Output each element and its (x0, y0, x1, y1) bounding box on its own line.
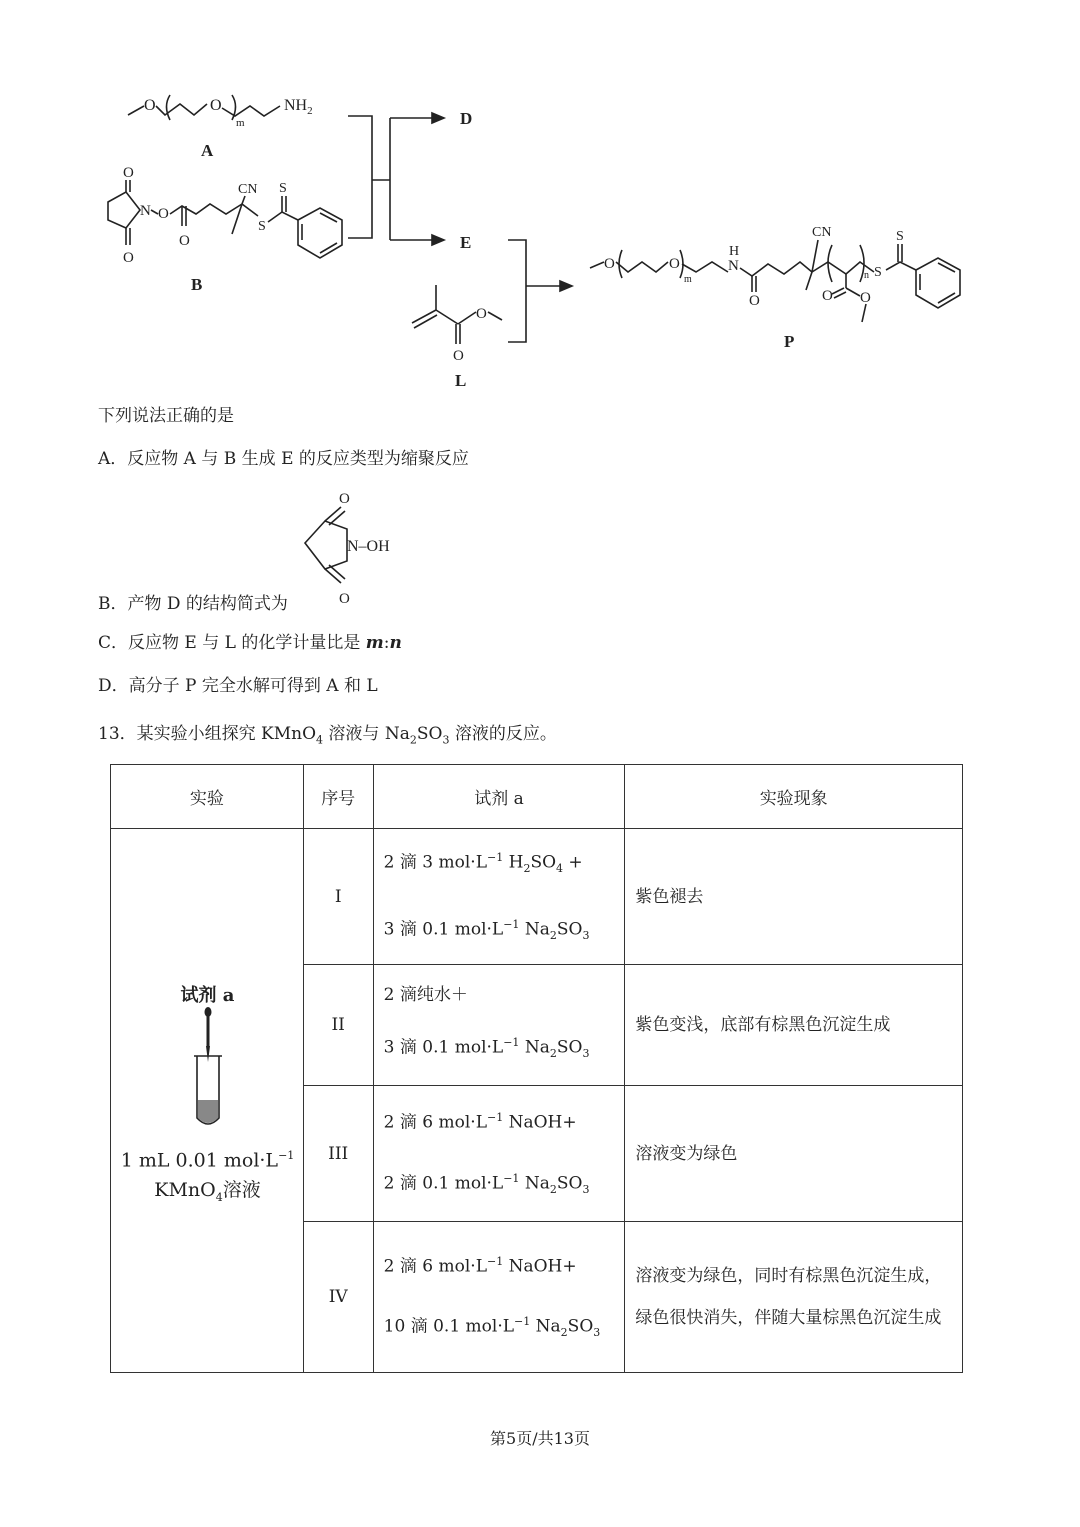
row-id: IV (303, 1222, 373, 1373)
atom-s: S (874, 265, 882, 280)
phenomenon-cell: 溶液变为绿色 (625, 1086, 963, 1222)
label-b: B (191, 275, 203, 294)
test-tube-icon (181, 1006, 241, 1146)
atom-o: O (604, 256, 615, 272)
atom-o: O (476, 306, 487, 322)
option-d: D．高分子 P 完全水解可得到 A 和 L (98, 676, 378, 696)
product-p-structure (590, 225, 960, 322)
page-footer: 第5页/共13页 (490, 1429, 590, 1448)
experiment-table (110, 764, 963, 1373)
compound-l-structure (412, 285, 502, 364)
apparatus-caption-1: 1 mL 0.01 $mol\cdot L^{-1}$ (120, 1148, 295, 1171)
atom-o: O (179, 233, 190, 249)
phenomenon-cell: 溶液变为绿色，同时有棕黑色沉淀生成，绿色很快消失，伴随大量棕黑色沉淀生成 (625, 1222, 963, 1373)
reagent-cell: 2 滴 6 $mol\cdot L^{-1}$ NaOH+ 10 滴 0.1 $mol\cdot L^{-1}$ $Na_2SO_3$ (373, 1222, 625, 1373)
label-p: P (784, 332, 795, 351)
apparatus-caption-2: KMnO$_4$溶液 (154, 1178, 261, 1204)
header-reagent: 试剂 a (373, 765, 625, 829)
phenomenon-cell: 紫色褪去 (625, 829, 963, 965)
reaction-arrows-1 (348, 113, 444, 245)
reagent-cell: 2 滴 6 $mol\cdot L^{-1}$ NaOH+ 2 滴 0.1 $mol\cdot L^{-1}$ $Na_2SO_3$ (373, 1086, 625, 1222)
atom-n: N (728, 258, 739, 274)
atom-o: O (144, 97, 156, 114)
succinimide-oh-structure (295, 485, 435, 605)
header-experiment: 实验 (111, 765, 304, 829)
atom-nh2: $NH_2$ (284, 97, 313, 117)
atom-s: S (258, 219, 266, 234)
table-row (111, 829, 963, 965)
apparatus-cell (111, 829, 304, 1373)
option-c: C．反应物 E 与 L 的化学计量比是 m:n (98, 633, 402, 653)
atom-n-oh: N–OH (347, 538, 390, 555)
atom-o: O (339, 591, 350, 607)
label-d: D (460, 109, 473, 128)
row-id: II (303, 965, 373, 1086)
table-header-row (111, 765, 963, 829)
subscript-m: m (236, 117, 245, 129)
atom-h: H (729, 244, 740, 259)
reagent-label: 试剂 a (180, 984, 235, 1006)
atom-o: O (123, 165, 134, 181)
atom-cn: CN (238, 182, 258, 197)
compound-b-structure (108, 165, 342, 266)
atom-n: N (140, 203, 151, 219)
atom-o: O (749, 293, 760, 309)
atom-o: O (453, 348, 464, 364)
question13-stem: 13．某实验小组探究 KMnO$_4$ 溶液与 $Na_2SO_3$ 溶液的反应。 (98, 724, 557, 747)
subscript-m: m (684, 274, 692, 285)
atom-o: O (339, 491, 350, 507)
compound-a-structure (128, 95, 313, 129)
reaction-scheme (0, 0, 1080, 400)
atom-o: O (123, 250, 134, 266)
header-phenomenon: 实验现象 (625, 765, 963, 829)
label-e: E (460, 233, 472, 252)
row-id: I (303, 829, 373, 965)
atom-o: O (669, 256, 680, 272)
atom-s: S (279, 181, 287, 196)
atom-o: O (860, 290, 871, 306)
row-id: III (303, 1086, 373, 1222)
label-a: A (201, 141, 214, 160)
atom-cn: CN (812, 225, 832, 240)
label-l: L (455, 371, 467, 390)
option-a: A．反应物 A 与 B 生成 E 的反应类型为缩聚反应 (98, 449, 469, 469)
reagent-cell: 2 滴 3 $mol\cdot L^{-1}$ $H_2SO_4$ + 3 滴 0.1 $mol\cdot L^{-1}$ $Na_2SO_3$ (373, 829, 625, 965)
question-prompt: 下列说法正确的是 (98, 406, 234, 426)
reagent-cell: 2 滴纯水＋ 3 滴 0.1 $mol\cdot L^{-1}$ $Na_2SO_3$ (373, 965, 625, 1086)
atom-o: O (210, 97, 222, 114)
option-b: B．产物 D 的结构简式为 (98, 594, 288, 614)
reaction-arrows-2 (508, 240, 572, 342)
atom-o: O (158, 206, 169, 222)
header-index: 序号 (303, 765, 373, 829)
phenomenon-cell: 紫色变浅，底部有棕黑色沉淀生成 (625, 965, 963, 1086)
subscript-n: n (864, 270, 869, 281)
atom-o: O (822, 288, 833, 304)
atom-s: S (896, 229, 904, 244)
